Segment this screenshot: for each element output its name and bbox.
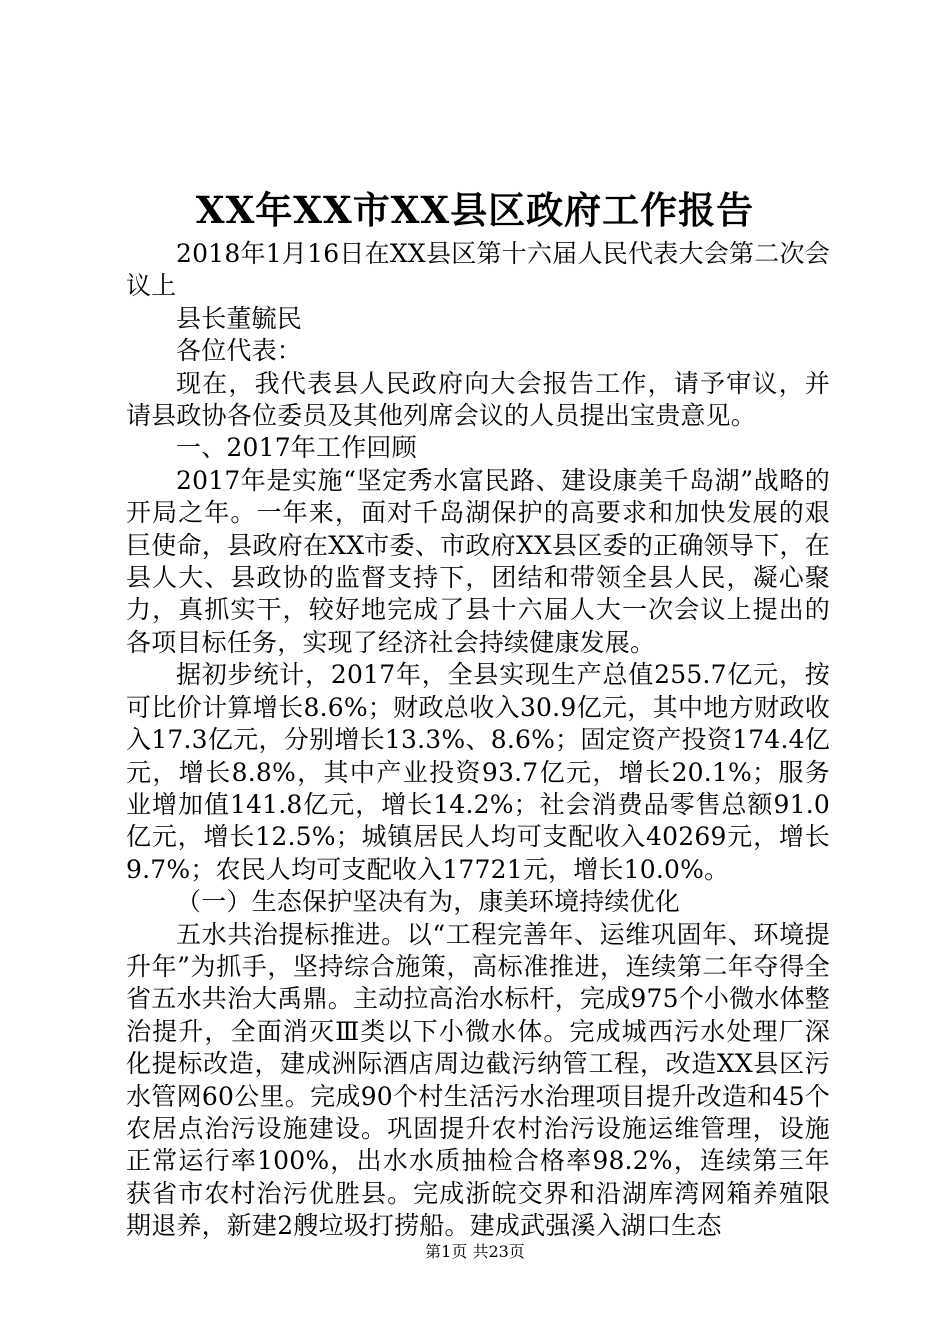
paragraph-overview: 2017年是实施“坚定秀水富民路、建设康美千岛湖”战略的开局之年。一年来，面对千岛湖保护的高要求和加快发展的艰巨使命，县政府在XX市委、市政府XX县区委的正确领导下，在县人大、县政协的监督支持下，团结和带领全县人民，凝心聚力，真抓实干，较好地完成了县十六届人大一次会议上提出的各项目标任务，实现了经济社会持续健康发展。 (126, 465, 830, 657)
document-title: XX年XX市XX县区政府工作报告 (195, 188, 755, 232)
paragraph-salutation: 各位代表： (176, 336, 303, 366)
section-heading: 一、2017年工作回顾 (176, 433, 417, 463)
paragraph-intro: 现在，我代表县人民政府向大会报告工作，请予审议，并请县政协各位委员及其他列席会议的人员提出宝贵意见。 (126, 368, 830, 431)
paragraph-speaker: 县长董毓民 (176, 303, 303, 333)
subsection-heading: （一）生态保护坚决有为，康美环境持续优化 (176, 887, 681, 917)
paragraph-water-governance: 五水共治提标推进。以“工程完善年、运维巩固年、环境提升年”为抓手，坚持综合施策，高标准推进，连续第二年夺得全省五水共治大禹鼎。主动拉高治水标杆，完成975个小微水体整治提升，全面消灭Ⅲ类以下小微水体。完成城西污水处理厂深化提标改造，建成洲际酒店周边截污纳管工程，改造XX县区污水管网60公里。完成90个村生活污水治理项目提升改造和45个农居点治污设施建设。巩固提升农村治污设施运维管理，设施正常运行率100%，出水水质抽检合格率98.2%，连续第三年获省市农村治污优胜县。完成浙皖交界和沿湖库湾网箱养殖限期退养，新建2艘垃圾打捞船。建成武强溪入湖口生态 (126, 919, 830, 1241)
paragraph-meeting-info: 2018年1月16日在XX县区第十六届人民代表大会第二次会议上 (126, 239, 830, 301)
document-body (126, 238, 830, 1243)
paragraph-statistics: 据初步统计，2017年，全县实现生产总值255.7亿元，按可比价计算增长8.6%；财政总收入30.9亿元，其中地方财政收入17.3亿元，分别增长13.3%、8.6%；固定资产投资174.4亿元，增长8.8%，其中产业投资93.7亿元，增长20.1%；服务业增加值141.8亿元，增长14.2%；社会消费品零售总额91.0亿元，增长12.5%；城镇居民人均可支配收入40269元，增长9.7%；农民人均可支配收入17721元，增长10.0%。 (126, 660, 830, 884)
page-number: 第1页 共23页 (425, 1242, 525, 1261)
